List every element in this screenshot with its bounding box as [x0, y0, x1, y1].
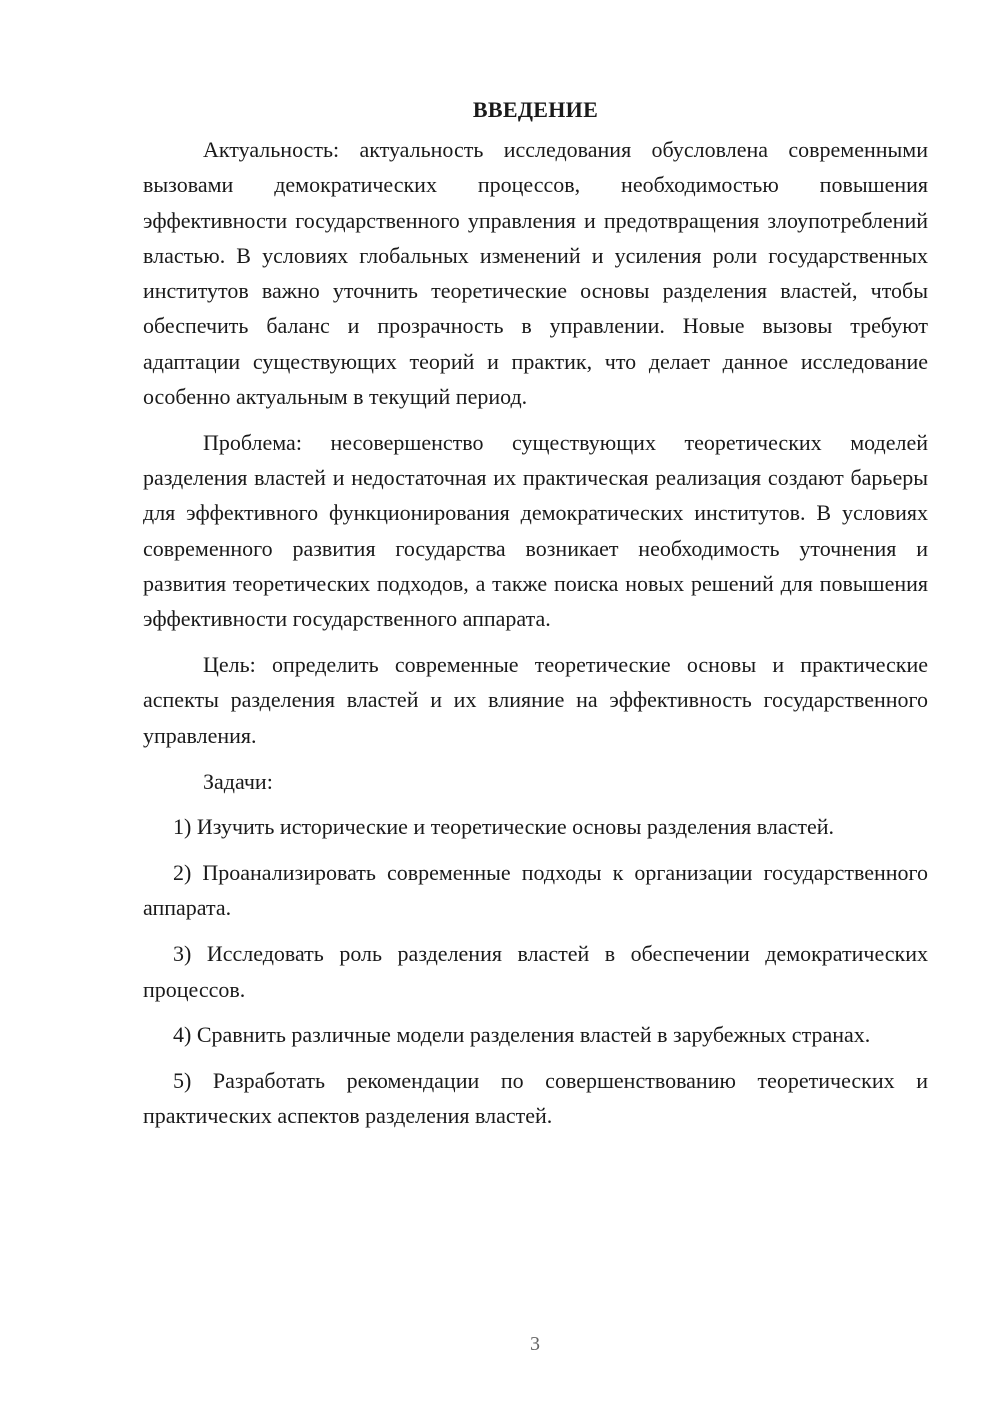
section-title: ВВЕДЕНИЕ [472, 97, 599, 122]
document-page [143, 92, 928, 1144]
page-number: 3 [530, 1333, 540, 1355]
task-item: 3) Исследовать роль разделения властей в обеспечении демократических процессов. [143, 941, 928, 1002]
tasks-heading: Задачи: [203, 768, 273, 794]
relevance-paragraph: Актуальность: актуальность исследования обусловлена современными вызовами демократических процессов, необходимостью повышения эффективности государственного управления и предотвращения злоупотреблений властью. В условиях глобальных изменений и усиления роли государственных институтов важно уточнить теоретические основы разделения властей, чтобы обеспечить баланс и прозрачность в управлении. Новые вызовы требуют адаптации существующих теорий и практик, что делает данное исследование особенно актуальным в текущий период. [143, 137, 928, 410]
task-item: 4) Сравнить различные модели разделения властей в зарубежных странах. [173, 1022, 871, 1048]
task-item: 2) Проанализировать современные подходы к организации государственного аппарата. [143, 860, 928, 921]
problem-paragraph: Проблема: несовершенство существующих теоретических моделей разделения властей и недостаточная их практическая реализация создают барьеры для эффективного функционирования демократических институтов. В условиях современного развития государства возникает необходимость уточнения и развития теоретических подходов, а также поиска новых решений для повышения эффективности государственного аппарата. [143, 429, 928, 632]
task-item: 1) Изучить исторические и теоретические основы разделения властей. [173, 814, 835, 840]
goal-paragraph: Цель: определить современные теоретические основы и практические аспекты разделения властей и их влияние на эффективность государственного управления. [143, 652, 928, 748]
task-item: 5) Разработать рекомендации по совершенствованию теоретических и практических аспектов разделения властей. [143, 1068, 928, 1129]
